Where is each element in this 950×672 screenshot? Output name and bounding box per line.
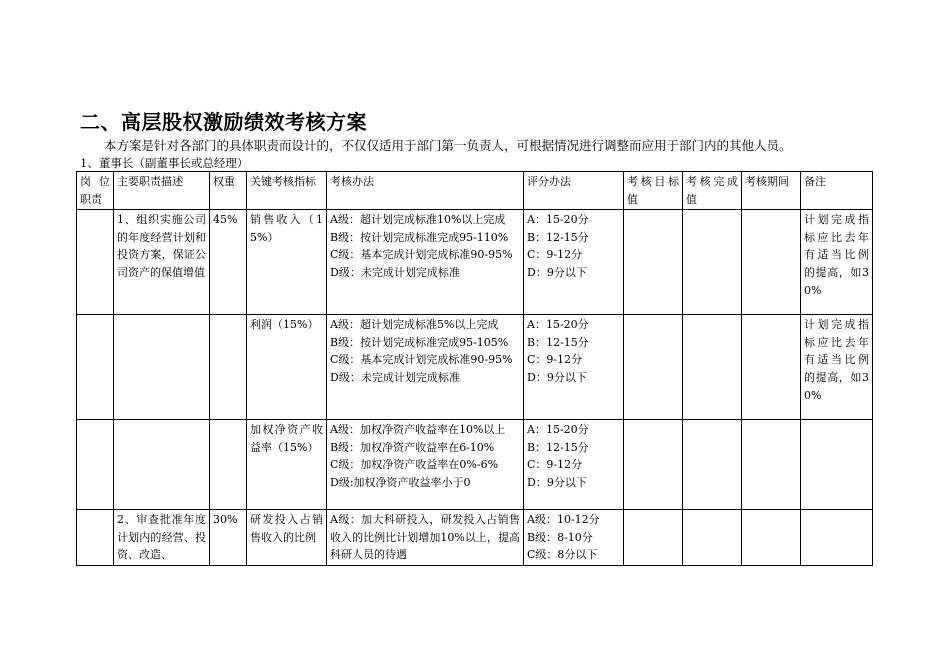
- intro-paragraph: 本方案是针对各部门的具体职责而设计的，不仅仅适用于部门第一负责人，可根据情况进行调整而应用于部门内的其他人员。: [104, 138, 792, 153]
- table-row: [77, 315, 873, 420]
- page-title: 二、高层股权激励绩效考核方案: [80, 110, 367, 134]
- cell-actual: [683, 210, 742, 315]
- method-line: A级：加大科研投入，研发投入占销售收入的比例比计划增加10%以上，提高科研人员的待遇: [330, 513, 520, 562]
- method-line: A级：加权净资产收益率在10%以上: [330, 423, 506, 437]
- method-line: D级:加权净资产收益率小于0: [330, 475, 471, 489]
- method-line: B级：按计划完成标准完成95-110%: [330, 230, 509, 244]
- method-line: A级：超计划完成标准5%以上完成: [330, 318, 499, 332]
- header-actual: 考核完成值: [683, 172, 742, 210]
- cell-post: [77, 210, 114, 315]
- cell-note: [801, 420, 873, 510]
- score-line: A：15-20分: [527, 423, 589, 437]
- cell-score: [524, 420, 624, 510]
- header-target: 考核目标值: [624, 172, 683, 210]
- cell-actual: [683, 510, 742, 566]
- cell-weight: [210, 315, 247, 420]
- table-header-row: [77, 172, 873, 210]
- header-duty: 主要职责描述: [114, 172, 210, 210]
- cell-score: [524, 315, 624, 420]
- cell-period: [742, 420, 801, 510]
- cell-score: [524, 210, 624, 315]
- section-heading: 1、董事长（副董事长或总经理）: [80, 156, 249, 170]
- cell-target: [624, 210, 683, 315]
- header-post: 岗位职责: [77, 172, 114, 210]
- cell-note: [801, 510, 873, 566]
- method-line: D级：未完成计划完成标准: [330, 265, 460, 279]
- score-line: A级：10-12分: [527, 513, 600, 527]
- cell-kpi: 加权净资产收益率（15%）: [247, 420, 327, 510]
- cell-duty: 2、审查批准年度计划内的经营、投资、改造、: [114, 510, 210, 566]
- cell-period: [742, 210, 801, 315]
- cell-duty: 1、组织实施公司的年度经营计划和投资方案，保证公司资产的保值增值: [114, 210, 210, 315]
- score-line: D：9分以下: [527, 370, 587, 384]
- method-line: D级：未完成计划完成标准: [330, 370, 460, 384]
- score-line: B：12-15分: [527, 230, 589, 244]
- cell-duty: [114, 315, 210, 420]
- cell-target: [624, 315, 683, 420]
- header-note: 备注: [801, 172, 873, 210]
- header-weight: 权重: [210, 172, 247, 210]
- cell-kpi: 研发投入占销售收入的比例: [247, 510, 327, 566]
- score-line: B：12-15分: [527, 335, 589, 349]
- cell-target: [624, 420, 683, 510]
- cell-method: [327, 210, 524, 315]
- cell-weight: [210, 420, 247, 510]
- header-period: 考核期间: [742, 172, 801, 210]
- method-line: C级：加权净资产收益率在0%-6%: [330, 458, 499, 472]
- cell-duty: [114, 420, 210, 510]
- cell-post: [77, 315, 114, 420]
- cell-weight: 30%: [210, 510, 247, 566]
- cell-weight: 45%: [210, 210, 247, 315]
- cell-period: [742, 315, 801, 420]
- cell-post: [77, 420, 114, 510]
- cell-post: [77, 510, 114, 566]
- header-score: 评分办法: [524, 172, 624, 210]
- method-line: B级：加权净资产收益率在6-10%: [330, 440, 495, 454]
- cell-period: [742, 510, 801, 566]
- table-row: [77, 210, 873, 315]
- score-line: C：9-12分: [527, 458, 583, 472]
- method-line: A级：超计划完成标准10%以上完成: [330, 213, 506, 227]
- cell-method: [327, 510, 524, 566]
- method-line: B级：按计划完成标准完成95-105%: [330, 335, 509, 349]
- cell-note: 计划完成指标应比去年有适当比例的提高，如30%: [801, 210, 873, 315]
- score-line: C：9-12分: [527, 353, 583, 367]
- header-method: 考核办法: [327, 172, 524, 210]
- cell-score: [524, 510, 624, 566]
- score-line: B级：8-10分: [527, 530, 593, 544]
- score-line: D：9分以下: [527, 475, 587, 489]
- cell-note: 计划完成指标应比去年有适当比例的提高，如30%: [801, 315, 873, 420]
- method-line: C级：基本完成计划完成标准90-95%: [330, 353, 513, 367]
- cell-target: [624, 510, 683, 566]
- cell-kpi: 利润（15%）: [247, 315, 327, 420]
- cell-method: [327, 315, 524, 420]
- kpi-table: [76, 171, 873, 566]
- table-row: [77, 510, 873, 566]
- score-line: B：12-15分: [527, 440, 589, 454]
- table-row: [77, 420, 873, 510]
- score-line: C：9-12分: [527, 248, 583, 262]
- header-kpi: 关键考核指标: [247, 172, 327, 210]
- score-line: D：9分以下: [527, 265, 587, 279]
- score-line: A：15-20分: [527, 318, 589, 332]
- cell-actual: [683, 420, 742, 510]
- cell-kpi: 销售收入（15%）: [247, 210, 327, 315]
- cell-actual: [683, 315, 742, 420]
- score-line: C级：8分以下: [527, 548, 598, 562]
- score-line: A：15-20分: [527, 213, 589, 227]
- cell-method: [327, 420, 524, 510]
- method-line: C级：基本完成计划完成标准90-95%: [330, 248, 513, 262]
